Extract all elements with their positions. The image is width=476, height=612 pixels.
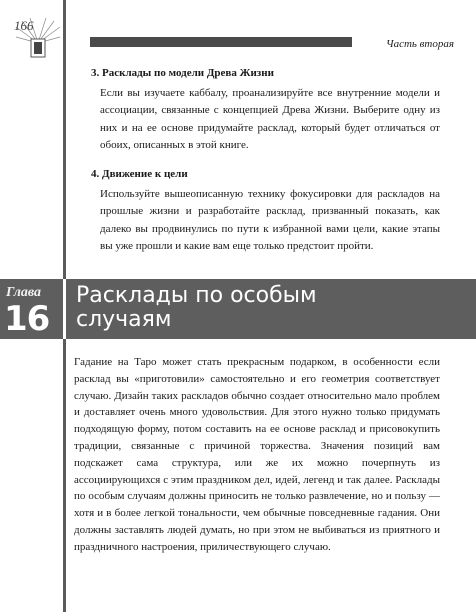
chapter-number: 16 bbox=[4, 299, 50, 339]
page-number: 166 bbox=[14, 18, 34, 33]
header-bar bbox=[90, 37, 352, 47]
body-paragraph: Гадание на Таро может стать прекрасным подарком, в особенности если расклад вы «приготовили» самостоятельно и его геометрия соответствует случаю. Дизайн таких раскладов обычно создает относительно мало проблем и доставляет очень много удовольствия. Для этого нужно только придумать подходящую форму, потом составить на ее основе расклад и присовокупить традиции, связанные с причиной торжества. Значения позиций вам подскажет сама структура, или же их можно почерпнуть из ассоциирующихся с этим праздником дел, идей, легенд и так далее. Расклады по особым случаям должны приносить не только развлечение, но и пользу — хотя и в более легкой тональности, чем обычные повседневные гадания. Они должны заставлять людей думать, но при этом не выбиваться из приятного и праздничного настроения, приличествующего случаю. bbox=[74, 356, 440, 553]
section-paragraph: Если вы изучаете каббалу, проанализируйте все внутренние модели и ассоциации, связанные с концепцией Древа Жизни. Выберите одну из них и на ее основе придумайте расклад, который будет отличаться от обоих, описанных в этой книге. bbox=[100, 87, 440, 152]
section-paragraph: Используйте вышеописанную технику фокусировки для раскладов на прошлые жизни и разработайте расклад, призванный показать, как далеко вы продвинулись по пути к избранной вами цели, какие этапы вы уже прошли и какие вам еще только предстоит пройти. bbox=[100, 188, 440, 253]
section-title: 4. Движение к цели bbox=[91, 168, 188, 180]
chapter-title: Расклады по особым случаям bbox=[76, 283, 317, 332]
running-head: Часть вторая bbox=[386, 38, 454, 50]
section-title: 3. Расклады по модели Древа Жизни bbox=[91, 67, 274, 79]
chapter-divider bbox=[63, 279, 66, 339]
chapter-label: Глава bbox=[6, 285, 42, 300]
